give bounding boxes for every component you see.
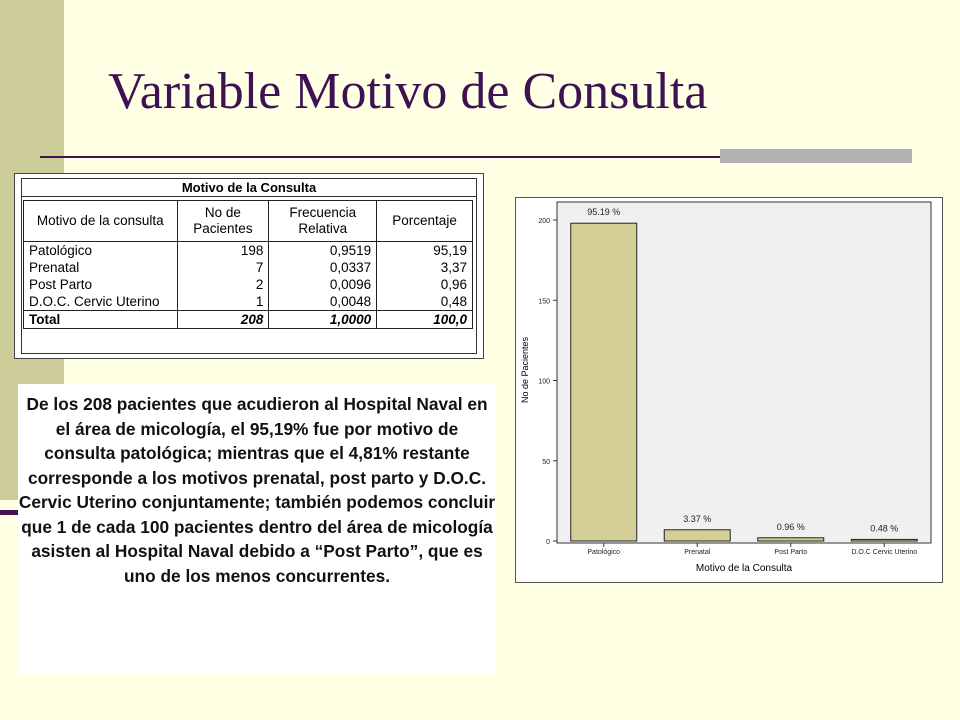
header-porcentaje: Porcentaje: [377, 201, 473, 242]
bar-2: [664, 530, 730, 541]
cell-porcentaje: 0,96: [377, 276, 473, 293]
frequency-table-panel: [14, 173, 484, 359]
bar-chart-panel: [515, 197, 943, 583]
frequency-table: [23, 200, 473, 329]
x-tick-label: D.O.C Cervic Uterino: [851, 549, 918, 556]
cell-motivo: D.O.C. Cervic Uterino: [24, 293, 178, 311]
cell-total-porcentaje: 100,0: [377, 311, 473, 329]
cell-porcentaje: 3,37: [377, 259, 473, 276]
table-title: Motivo de la Consulta: [22, 179, 476, 197]
y-tick-label: 150: [538, 298, 550, 306]
cell-frecuencia: 0,0048: [269, 293, 377, 311]
header-frecuencia: Frecuencia Relativa: [269, 201, 377, 242]
header-pacientes: No de Pacientes: [177, 201, 269, 242]
cell-porcentaje: 95,19: [377, 242, 473, 260]
table-row: [24, 293, 473, 311]
cell-motivo: Patológico: [24, 242, 178, 260]
title-underline-accent: [720, 149, 912, 163]
data-label: 0.96 %: [776, 521, 805, 532]
x-axis: [587, 543, 917, 556]
x-tick-label: Post Parto: [774, 549, 808, 556]
cell-motivo: Prenatal: [24, 259, 178, 276]
data-label: 95.19 %: [587, 207, 621, 218]
x-tick-label: Prenatal: [684, 549, 711, 556]
description-text: De los 208 pacientes que acudieron al Hospital Naval en el área de micología, el 95,19% fue por motivo de consulta patológica; mientras que el 4,81% restante corresponde a los motivos prenatal, post parto y D.O.C. Cervic Uterino conjuntamente; también podemos concluir que 1 de cada 100 pacientes dentro del área de micología asisten al Hospital Naval debido a “Post Parto”, que es uno de los menos concurrentes.: [18, 384, 496, 674]
y-tick-label: 50: [542, 458, 550, 466]
table-row: [24, 276, 473, 293]
bar-4: [851, 539, 917, 541]
cell-frecuencia: 0,0096: [269, 276, 377, 293]
bar-3: [758, 538, 824, 541]
data-label: 0.48 %: [870, 523, 899, 534]
cell-pacientes: 1: [177, 293, 269, 311]
y-axis-title: No de Pacientes: [520, 336, 530, 404]
cell-frecuencia: 0,0337: [269, 259, 377, 276]
y-axis: [538, 202, 557, 546]
slide-title: Variable Motivo de Consulta: [108, 63, 708, 120]
y-tick-label: 200: [538, 218, 550, 225]
cell-frecuencia: 0,9519: [269, 242, 377, 260]
table-total-row: [24, 311, 473, 329]
table-row: [24, 242, 473, 260]
header-motivo: Motivo de la consulta: [24, 201, 178, 242]
cell-pacientes: 198: [177, 242, 269, 260]
y-tick-label: 100: [538, 378, 550, 386]
cell-pacientes: 7: [177, 259, 269, 276]
cell-motivo: Post Parto: [24, 276, 178, 293]
x-tick-label: Patológico: [587, 549, 621, 556]
cell-total-label: Total: [24, 311, 178, 329]
cell-total-pacientes: 208: [177, 311, 269, 329]
cell-pacientes: 2: [177, 276, 269, 293]
y-tick-label: 0: [546, 539, 550, 546]
cell-total-frecuencia: 1,0000: [269, 311, 377, 329]
data-label: 3.37 %: [683, 513, 712, 524]
table-row: [24, 259, 473, 276]
table-header-row: [24, 201, 473, 242]
cell-porcentaje: 0,48: [377, 293, 473, 311]
bar-chart: [516, 198, 942, 582]
x-axis-title: Motivo de la Consulta: [695, 563, 793, 574]
bar-1: [571, 223, 637, 541]
